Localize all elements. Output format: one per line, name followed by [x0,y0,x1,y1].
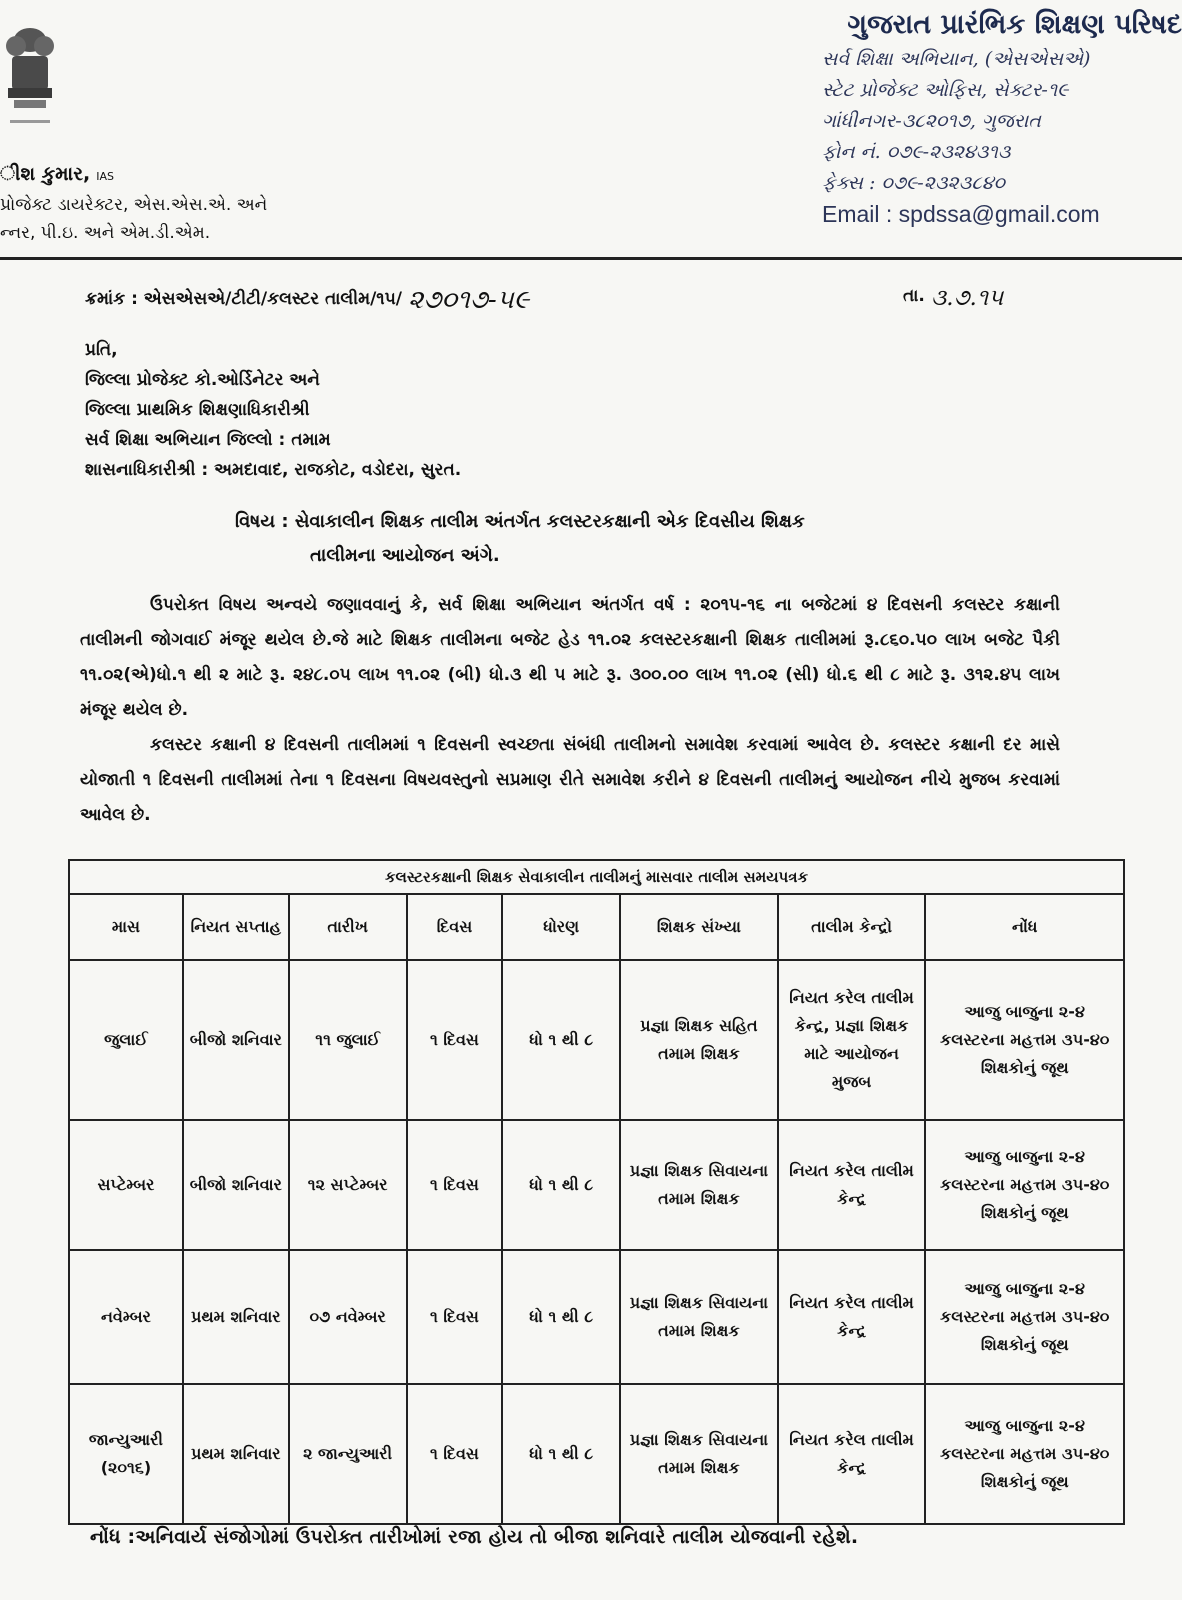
table-cell: ધો ૧ થી ૮ [502,1250,620,1384]
table-cell: ૧ દિવસ [407,960,503,1120]
table-cell: આજુ બાજુના ૨-૪ કલસ્ટરના મહત્તમ ૩૫-૪૦ શિક્ષકોનું જૂથ [925,960,1124,1120]
table-cell: ૧ દિવસ [407,1120,503,1250]
table-cell: ૧ દિવસ [407,1250,503,1384]
table-cell: નિયત કરેલ તાલીમ કેન્દ્ર [778,1250,926,1384]
table-cell: પ્રથમ શનિવાર [183,1384,289,1524]
column-header: તાલીમ કેન્દ્રો [778,894,926,960]
subject [235,505,1055,573]
training-schedule-table [68,859,1125,1525]
column-header: દિવસ [407,894,503,960]
table-cell: પ્રજ્ઞા શિક્ષક સિવાયના તમામ શિક્ષક [620,1384,778,1524]
column-header: ધોરણ [502,894,620,960]
table-cell: ૧૨ સપ્ટેમ્બર [289,1120,407,1250]
table-row [69,960,1124,1120]
table-row [69,1250,1124,1384]
recipient-address [85,335,461,485]
table-cell: પ્રજ્ઞા શિક્ષક સહિત તમામ શિક્ષક [620,960,778,1120]
subject-line1: વિષય : સેવાકાલીન શિક્ષક તાલીમ અંતર્ગત કલસ્ટરકક્ષાની એક દિવસીય શિક્ષક [235,511,805,532]
letter-body [80,588,1060,833]
table-cell: જુલાઈ [69,960,183,1120]
org-address-line1: સર્વ શિક્ષા અભિયાન, (એસએસએ) [822,48,1091,70]
subject-line2: તાલીમના આયોજન અંગે. [310,545,500,566]
handwritten-date: ૩.૭.૧૫ [930,285,1004,311]
ashoka-emblem-icon [0,22,62,134]
table-cell: ૦૭ નવેમ્બર [289,1250,407,1384]
table-cell: ધો ૧ થી ૮ [502,1120,620,1250]
letter-date: તા. ૩.૭.૧૫ [903,285,1004,311]
reference-number: ક્રમાંક : એસએસએ/ટીટી/કલસ્ટર તાલીમ/૧૫/ ૨૭૦૧૭-૫૯ [85,285,530,315]
address-line4: શાસનાધિકારીશ્રી : અમદાવાદ, રાજકોટ, વડોદરા, સુરત. [85,460,462,480]
table-cell: નિયત કરેલ તાલીમ કેન્દ્ર [778,1384,926,1524]
org-address-line2: સ્ટેટ પ્રોજેક્ટ ઓફિસ, સેક્ટર-૧૯ [822,79,1069,101]
table-cell: પ્રજ્ઞા શિક્ષક સિવાયના તમામ શિક્ષક [620,1250,778,1384]
org-email: Email : spdssa@gmail.com [822,201,1100,227]
table-header-row [69,894,1124,960]
address-line3: સર્વ શિક્ષા અભિયાન જિલ્લો : તમામ [85,430,331,450]
organisation-block [762,6,1182,230]
table-cell: આજુ બાજુના ૨-૪ કલસ્ટરના મહત્તમ ૩૫-૪૦ શિક્ષકોનું જૂથ [925,1384,1124,1524]
body-paragraph-1: ઉપરોક્ત વિષય અન્વયે જણાવવાનું કે, સર્વ શિક્ષા અભિયાન અંતર્ગત વર્ષ : ૨૦૧૫-૧૬ ના બજેટમાં ૪ દિવસની કલસ્ટર કક્ષાની તાલીમની જોગવાઈ મંજૂર થયેલ છે.જે માટે શિક્ષક તાલીમના બજેટ હેડ ૧૧.૦૨ કલસ્ટરકક્ષાની શિક્ષક તાલીમમાં રૂ.૮૬૦.૫૦ લાખ બજેટ પૈકી ૧૧.૦૨(એ)ધો.૧ થી ૨ માટે રૂ. ૨૪૮.૦૫ લાખ ૧૧.૦૨ (બી) ધો.૩ થી ૫ માટે રૂ. ૩૦૦.૦૦ લાખ ૧૧.૦૨ (સી) ધો.૬ થી ૮ માટે રૂ. ૩૧૨.૪૫ લાખ મંજૂર થયેલ છે. [80,595,1060,720]
address-line2: જિલ્લા પ્રાથમિક શિક્ષણાધિકારીશ્રી [85,400,310,420]
table-cell: નવેમ્બર [69,1250,183,1384]
organisation-name: ગુજરાત પ્રારંભિક શિક્ષણ પરિષદ [847,9,1182,40]
table-cell: આજુ બાજુના ૨-૪ કલસ્ટરના મહત્તમ ૩૫-૪૦ શિક્ષકોનું જૂથ [925,1120,1124,1250]
table-cell: પ્રથમ શનિવાર [183,1250,289,1384]
column-header: શિક્ષક સંખ્યા [620,894,778,960]
org-address-line3: ગાંધીનગર-૩૮૨૦૧૭, ગુજરાત [822,110,1041,132]
column-header: માસ [69,894,183,960]
officer-name: ીશ કુમાર, IAS [0,163,115,185]
table-caption: કલસ્ટરકક્ષાની શિક્ષક સેવાકાલીન તાલીમનું માસવાર તાલીમ સમયપત્રક [69,860,1124,894]
table-cell: નિયત કરેલ તાલીમ કેન્દ્ર [778,1120,926,1250]
handwritten-ref-number: ૨૭૦૧૭-૫૯ [408,285,530,315]
table-cell: ૧ દિવસ [407,1384,503,1524]
column-header: તારીખ [289,894,407,960]
table-row [69,1120,1124,1250]
table-cell: નિયત કરેલ તાલીમ કેન્દ્ર, પ્રજ્ઞા શિક્ષક માટે આયોજન મુજબ [778,960,926,1120]
table-cell: આજુ બાજુના ૨-૪ કલસ્ટરના મહત્તમ ૩૫-૪૦ શિક્ષકોનું જૂથ [925,1250,1124,1384]
column-header: નોંધ [925,894,1124,960]
officer-title-line2: ન્નર, પી.ઇ. અને એમ.ડી.એમ. [0,223,211,243]
reference-row [85,275,1062,315]
address-to: પ્રતિ, [85,340,118,360]
table-caption-row [69,860,1124,894]
table-cell: જાન્યુઆરી (૨૦૧૬) [69,1384,183,1524]
body-paragraph-2: કલસ્ટર કક્ષાની ૪ દિવસની તાલીમમાં ૧ દિવસની સ્વચ્છતા સંબંધી તાલીમનો સમાવેશ કરવામાં આવેલ છે. કલસ્ટર કક્ષાની દર માસે યોજાતી ૧ દિવસની તાલીમમાં તેના ૧ દિવસના વિષયવસ્તુનો સપ્રમાણ રીતે સમાવેશ કરીને ૪ દિવસની તાલીમનું આયોજન નીચે મુજબ કરવામાં આવેલ છે. [80,735,1060,825]
table-cell: ધો ૧ થી ૮ [502,1384,620,1524]
table-row [69,1384,1124,1524]
footnote: નોંધ :અનિવાર્ય સંજોગોમાં ઉપરોક્ત તારીખોમાં રજા હોય તો બીજા શનિવારે તાલીમ યોજવાની રહેશે. [90,1526,859,1548]
letterhead-divider [0,257,1182,260]
table-cell: સપ્ટેમ્બર [69,1120,183,1250]
address-line1: જિલ્લા પ્રોજેક્ટ કો.ઓર્ડિનેટર અને [85,370,320,390]
table-cell: બીજો શનિવાર [183,960,289,1120]
org-fax: ફેક્સ : ૦૭૯-૨૩૨૩૮૪૦ [822,172,1005,194]
table-cell: ૨ જાન્યુઆરી [289,1384,407,1524]
org-phone: ફોન નં. ૦૭૯-૨૩૨૪૩૧૩ [822,141,1011,163]
column-header: નિયત સપ્તાહ [183,894,289,960]
officer-block [0,160,267,247]
table-cell: બીજો શનિવાર [183,1120,289,1250]
table-cell: ધો ૧ થી ૮ [502,960,620,1120]
officer-title-line1: પ્રોજેક્ટ ડાયરેક્ટર, એસ.એસ.એ. અને [0,195,268,215]
table-cell: ૧૧ જુલાઈ [289,960,407,1120]
table-cell: પ્રજ્ઞા શિક્ષક સિવાયના તમામ શિક્ષક [620,1120,778,1250]
